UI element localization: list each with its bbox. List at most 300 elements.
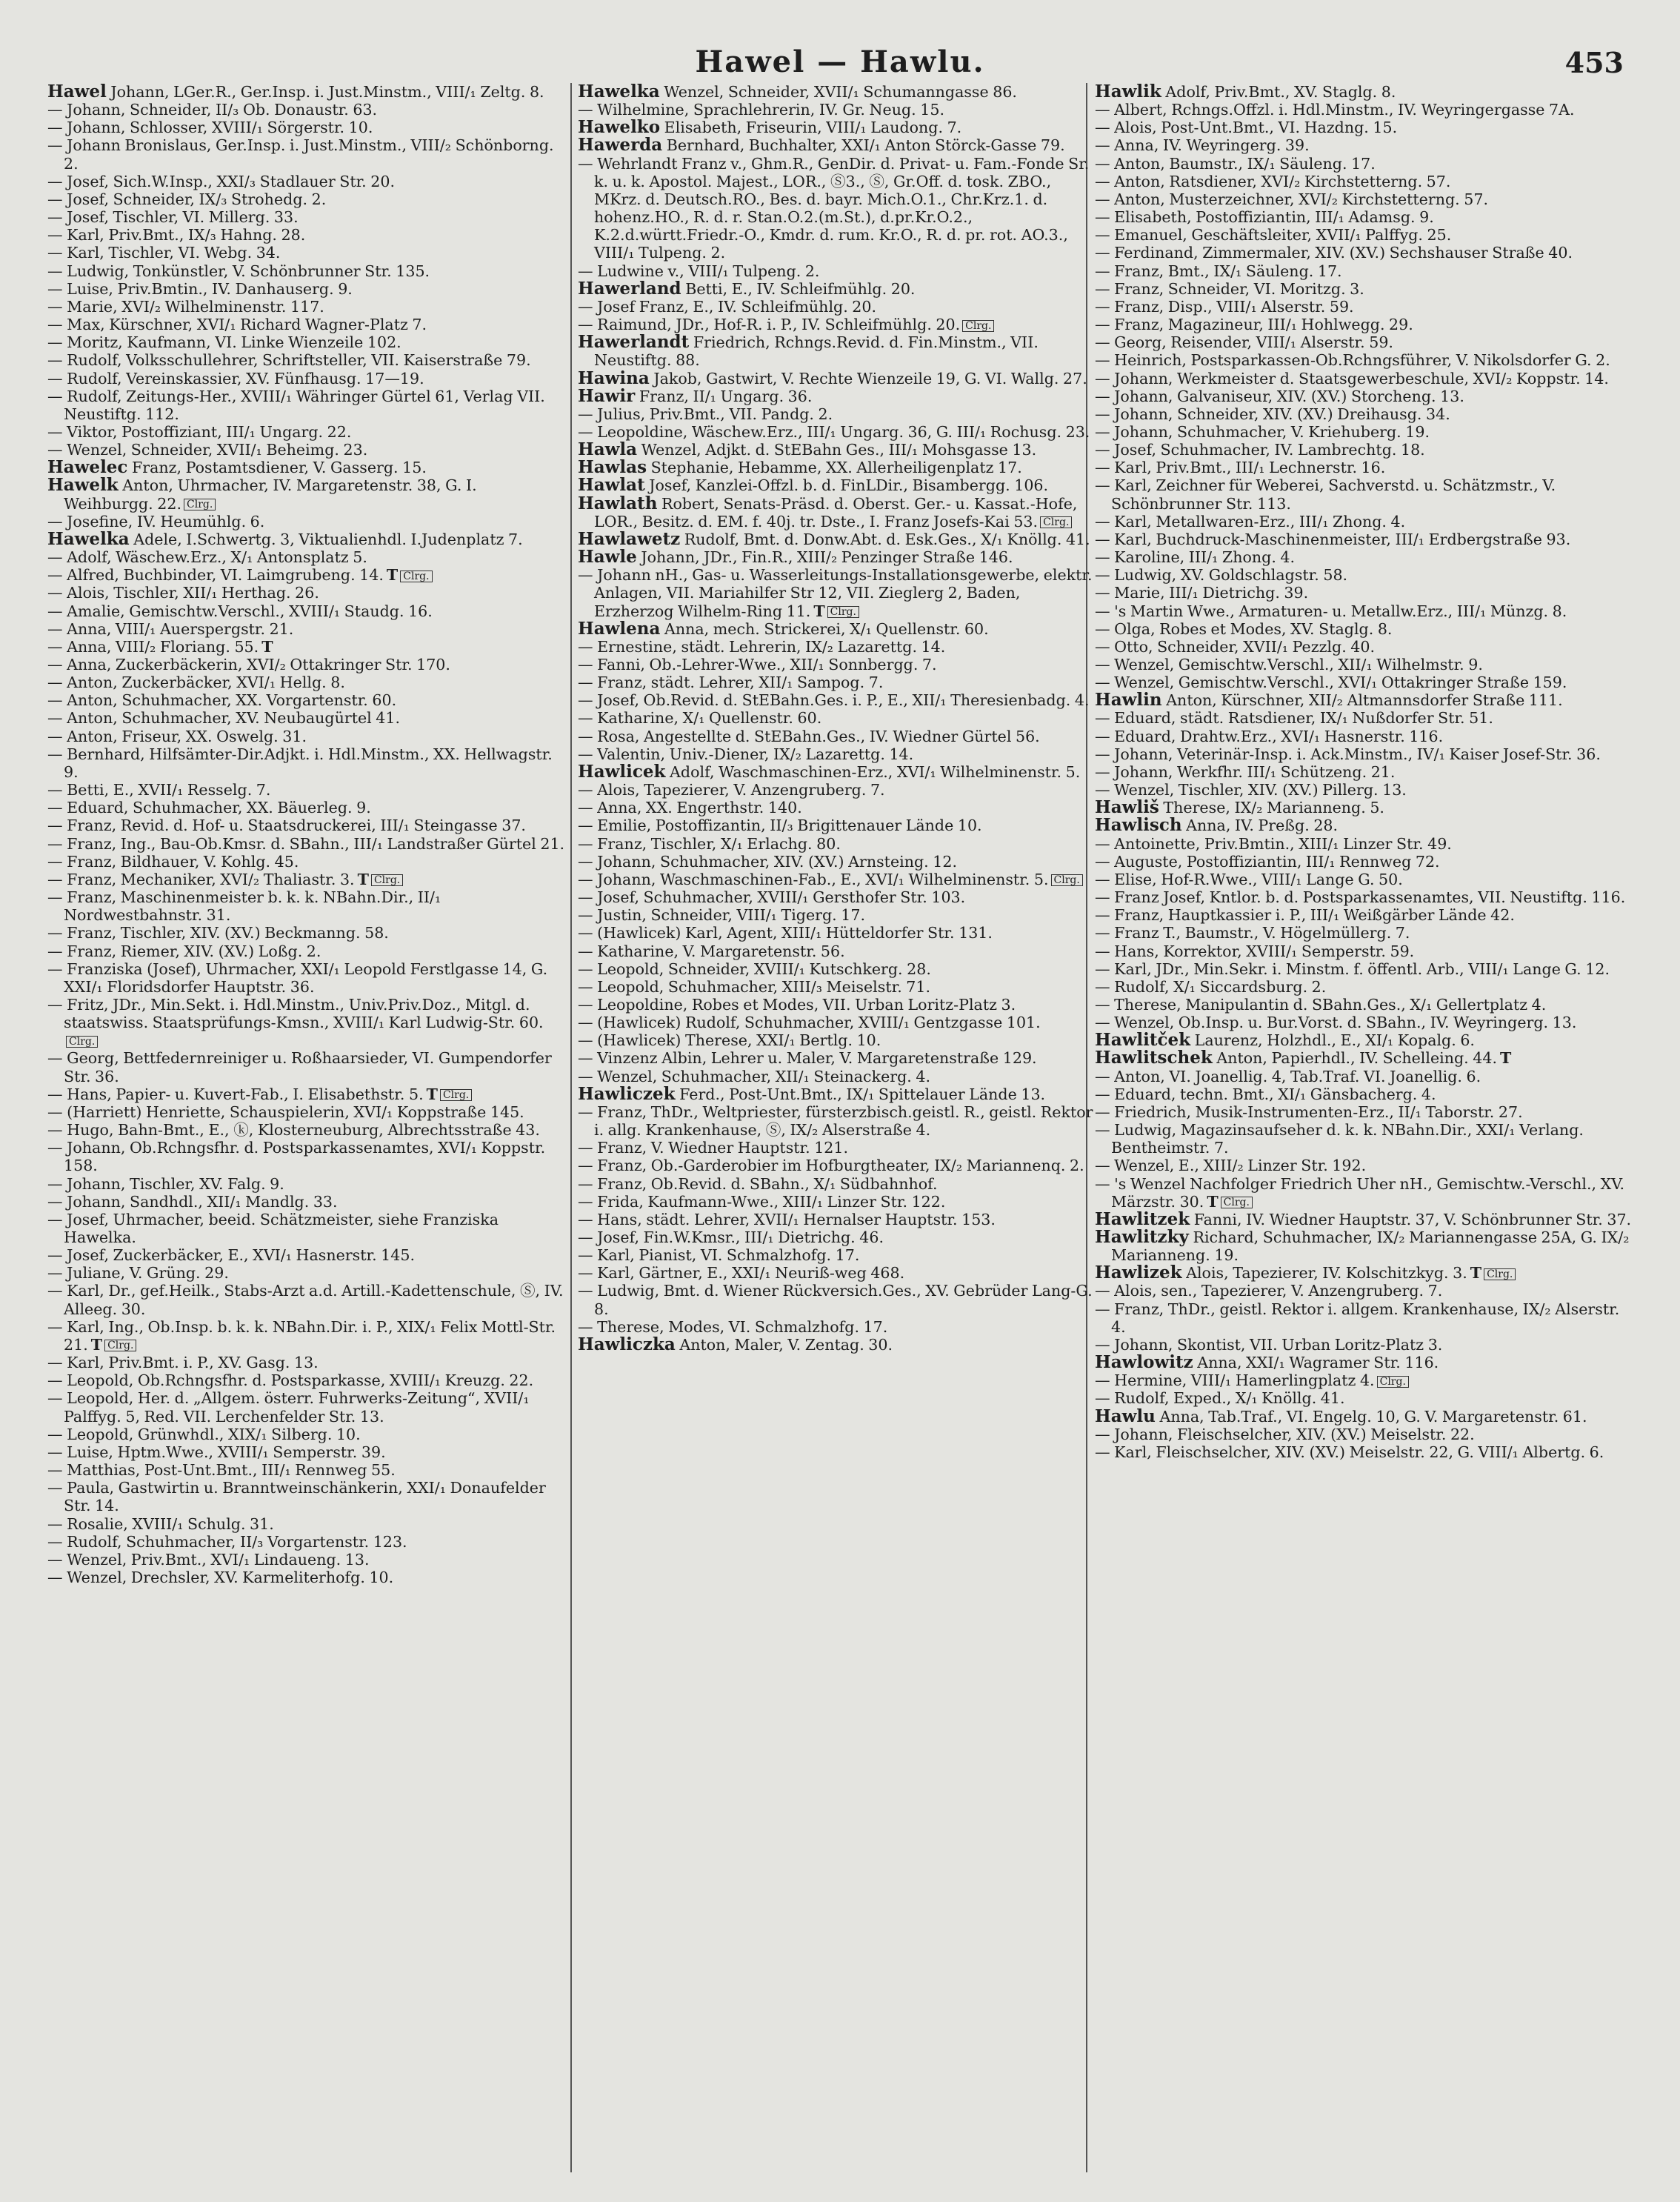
directory-entry [47, 1426, 566, 1443]
entry-surname: — Anton, [1095, 154, 1165, 173]
directory-entry [47, 1551, 566, 1569]
entry-surname: — Katharine, [578, 709, 679, 728]
entry-details: Sich.W.Insp., XXI/₃ Stadlauer Str. 20. [113, 172, 396, 190]
entry-surname: — Emilie, [578, 816, 652, 835]
entry-details: Magazineur, III/₁ Hohlwegg. 29. [1167, 316, 1413, 334]
directory-entry [47, 101, 566, 119]
entry-surname: — Franz, [47, 924, 117, 942]
directory-entry [47, 370, 566, 387]
entry-details: Schneider, XVIII/₁ Kutschkerg. 28. [667, 959, 931, 978]
telephone-symbol: T [261, 637, 273, 656]
telephone-symbol: T [357, 870, 369, 888]
directory-entry [578, 709, 1096, 727]
entry-surname: — Karl, [1095, 512, 1152, 530]
entry-surname: — Ernestine, [578, 637, 677, 656]
directory-entry [1095, 1443, 1633, 1461]
entry-surname: — Rosalie, [47, 1514, 128, 1533]
entry-details: Drechsler, XV. Karmeliterhofg. 10. [130, 1568, 394, 1586]
directory-entry [578, 1031, 1096, 1049]
directory-entry [578, 1014, 1096, 1031]
entry-details: Anton, Uhrmacher, IV. Margaretenstr. 38, G. I. Weihburgg. 22. [64, 476, 477, 513]
clrg-badge: Clrg. [104, 1340, 136, 1351]
entry-details: JDr., Min.Sekt. i. Hdl.Minstm., Univ.Priv.Doz., Mitgl. d. staatswiss. Staatsprüfungs-Kmsn., XVIII/₁ Karl Ludwig-Str. 60. [64, 995, 544, 1032]
entry-details: Priv.Bmt., XVI/₁ Lindaueng. 13. [130, 1550, 370, 1569]
entry-surname: Hawel [47, 83, 107, 102]
entry-surname: — 's Wenzel [1095, 1174, 1186, 1193]
entry-details: Disp., VIII/₁ Alserstr. 59. [1167, 297, 1354, 316]
entry-surname: — Elisabeth, [1095, 208, 1192, 227]
directory-entry [578, 835, 1096, 853]
entry-surname: — Elise, [1095, 870, 1157, 888]
entry-details: Manipulantin d. SBahn.Ges., X/₁ Gellertplatz 4. [1185, 995, 1547, 1014]
entry-surname: — Franziska [47, 959, 143, 978]
entry-details: Wenzel, Schneider, XVII/₁ Schumanngasse 86. [664, 83, 1017, 101]
entry-surname: Hawlawetz [578, 528, 681, 549]
entry-details: Priv.Bmtin., IV. Danhauserg. 9. [117, 279, 353, 298]
entry-surname: — Josef [578, 297, 636, 316]
entry-details: Schneider, XVII/₁ Pezzlg. 40. [1157, 637, 1376, 656]
directory-entry [1095, 1389, 1633, 1407]
entry-surname: — Franz, [578, 1157, 647, 1175]
directory-entry [47, 1461, 566, 1479]
directory-entry [1095, 459, 1633, 476]
directory-entry [47, 1371, 566, 1389]
entry-details: Maschinenmeister b. k. k. NBahn.Dir., II/₁ Nordwestbahnstr. 31. [64, 888, 441, 925]
entry-surname: — Johann, [1095, 1425, 1173, 1443]
entry-surname: Hawlizek [1095, 1263, 1182, 1283]
entry-details: Reisender, VIII/₁ Alserstr. 59. [1170, 333, 1393, 352]
entry-details: Revid. d. Hof- u. Staatsdruckerei, III/₁ Steingasse 37. [120, 816, 526, 835]
entry-surname: — Ferdinand, [1095, 244, 1199, 262]
directory-entry [1095, 1157, 1633, 1174]
directory-entry [1095, 316, 1633, 333]
entry-surname: — Anna, [47, 619, 112, 638]
directory-entry [47, 853, 566, 871]
entry-details: Karl, Agent, XIII/₁ Hütteldorfer Str. 131. [685, 924, 993, 942]
entry-surname: — Alois, [1095, 119, 1157, 137]
directory-entry [578, 871, 1096, 888]
entry-surname: — Leopold, [578, 959, 664, 978]
directory-entry [578, 816, 1096, 834]
entry-details: städt. Lehrer, XII/₁ Sampog. 7. [650, 673, 884, 692]
entry-surname: — Rudolf, [1095, 977, 1170, 996]
telephone-symbol: T [1207, 1192, 1219, 1211]
directory-entry [578, 1085, 1096, 1103]
entry-surname: — Raimund, [578, 316, 672, 334]
entry-surname: — Eduard, [1095, 709, 1176, 728]
clrg-badge: Clrg. [184, 499, 216, 510]
directory-entry [1095, 1300, 1633, 1336]
entry-surname: — Valentin, [578, 745, 666, 763]
entry-details: Adele, I.Schwertg. 3, Viktualienhdl. I.Judenplatz 7. [133, 530, 523, 548]
directory-entry [47, 835, 566, 853]
directory-entry [47, 871, 566, 888]
directory-entry [578, 155, 1096, 262]
entry-surname: Hawir [578, 385, 636, 406]
directory-entry [578, 853, 1096, 871]
directory-entry [1095, 888, 1633, 906]
entry-surname: — Franz, [578, 1174, 647, 1193]
directory-entry [1095, 799, 1633, 816]
entry-surname: — Franz, [578, 1139, 647, 1157]
column-1 [47, 83, 566, 2169]
entry-surname: — (Hawlicek) [578, 1014, 681, 1032]
entry-details: Baumstr., IX/₁ Säuleng. 17. [1169, 154, 1376, 173]
entry-details: Jakob, Gastwirt, V. Rechte Wienzeile 19, G. VI. Wallg. 27. [653, 369, 1087, 387]
directory-entry [47, 728, 566, 745]
entry-surname: — Johann, [47, 119, 126, 137]
entry-surname: — Karl, [1095, 459, 1152, 477]
entry-details: Anton, Papierhdl., IV. Schelleing. 44. [1216, 1049, 1498, 1068]
entry-details: Schneider, XIV. (XV.) Dreihausg. 34. [1176, 405, 1450, 423]
entry-surname: — Julius, [578, 405, 646, 423]
entry-surname: — 's Martin [1095, 602, 1184, 620]
entry-surname: — Bernhard, [47, 745, 145, 763]
directory-entry [1095, 351, 1633, 369]
entry-surname: — Anna, [47, 637, 112, 656]
clrg-badge: Clrg. [962, 320, 994, 332]
entry-surname: — Alois, [47, 584, 110, 602]
entry-details: VIII/₂ Floriang. 55. [115, 637, 259, 656]
entry-details: Schuhmacher, XIII/₃ Meiselstr. 71. [667, 977, 931, 996]
directory-entry [47, 190, 566, 208]
entry-surname: — Anton, [1095, 172, 1165, 190]
entry-details: III/₁ Dietrichg. 39. [1169, 584, 1309, 602]
entry-surname: — Karl, [47, 1317, 104, 1336]
directory-entry [47, 1193, 566, 1211]
entry-details: Tischler, XV. Falg. 9. [129, 1174, 284, 1193]
entry-surname: — Karl, [47, 226, 104, 245]
entry-surname: — Alfred, [47, 566, 119, 585]
directory-entry [47, 1282, 566, 1317]
directory-entry [47, 1515, 566, 1533]
entry-details: XVI/₂ Wilhelminenstr. 117. [121, 297, 324, 316]
entry-surname: — Josef, [47, 1210, 109, 1228]
entry-details: Bmt. d. Wiener Rückversich.Ges., XV. Gebrüder Lang-G. 8. [594, 1282, 1093, 1318]
entry-surname: — Franz, [578, 673, 647, 692]
directory-entry [47, 387, 566, 423]
directory-entry [47, 513, 566, 530]
entry-details: Therese, XXI/₁ Bertlg. 10. [685, 1031, 881, 1050]
entry-details: nH., Gas- u. Wasserleitungs-Installationsgewerbe, elektr. Anlagen, VII. Mariahilfer Str 12, VII. Zieglerg 2, Baden, Erzherzog Wilhelm-Ring 11. [594, 566, 1093, 620]
directory-entry [1095, 1031, 1633, 1049]
entry-surname: — Franz [1095, 888, 1159, 907]
directory-entry [1095, 1408, 1633, 1426]
directory-entry [578, 83, 1096, 101]
directory-entry [578, 638, 1096, 656]
directory-entry [578, 745, 1096, 763]
entry-surname: — Karl, [47, 244, 104, 262]
entry-details: V. Grüng. 29. [129, 1264, 229, 1283]
directory-entry [47, 566, 566, 584]
directory-entry [47, 888, 566, 924]
entry-surname: Hawelko [578, 117, 661, 138]
entry-surname: Hawlu [1095, 1406, 1156, 1426]
directory-entry [578, 1049, 1096, 1067]
directory-entry [1095, 835, 1633, 853]
directory-entry [1095, 1228, 1633, 1264]
entry-details: XV. Goldschlagstr. 58. [1180, 566, 1348, 585]
entry-surname: Hawelk [47, 475, 119, 496]
entry-details: Postsparkassen-Ob.Rchngsführer, V. Nikolsdorfer G. 2. [1190, 351, 1610, 370]
directory-entry [1095, 763, 1633, 781]
entry-details: Kaufmann, VI. Linke Wienzeile 102. [127, 333, 401, 352]
directory-entry [1095, 1426, 1633, 1443]
entry-surname: — Alois, [578, 781, 640, 799]
directory-entry [578, 978, 1096, 996]
directory-entry [1095, 853, 1633, 871]
entry-details: Stephanie, Hebamme, XX. Allerheiligenplatz 17. [650, 459, 1022, 477]
directory-entry [47, 638, 566, 656]
entry-surname: — Karl, [47, 1282, 104, 1300]
entry-surname: Hawlitček [1095, 1030, 1191, 1051]
entry-surname: — Anton, [1095, 1067, 1165, 1085]
entry-details: XVIII/₁ Schulg. 31. [132, 1514, 274, 1533]
entry-surname: — Johann, [578, 852, 656, 871]
entry-surname: Hawlowitz [1095, 1352, 1193, 1373]
directory-entry [1095, 638, 1633, 656]
entry-details: Kaufmann-Wwe., XIII/₁ Linzer Str. 122. [647, 1192, 946, 1211]
entry-details: Schlosser, XVIII/₁ Sörgerstr. 10. [129, 119, 373, 137]
entry-details: Schuhmacher, IV. Lambrechtg. 18. [1160, 441, 1425, 459]
directory-entry [1095, 548, 1633, 566]
entry-details: Friseur, XX. Oswelg. 31. [121, 727, 307, 745]
directory-entry [1095, 1371, 1633, 1389]
directory-entry [1095, 333, 1633, 351]
entry-surname: — Hans, [1095, 942, 1159, 960]
entry-surname: — Wilhelmine, [578, 101, 690, 119]
entry-surname: Hawlitzky [1095, 1227, 1189, 1247]
entry-surname: — Georg, [1095, 333, 1167, 352]
entry-details: Fleischselcher, XIV. (XV.) Meiselstr. 22, G. VIII/₁ Albertg. 6. [1156, 1443, 1604, 1461]
entry-details: Wäschew.Erz., III/₁ Ungarg. 36, G. III/₁ Rochusg. 23. [691, 422, 1090, 441]
entry-surname: Hawlicek [578, 761, 666, 782]
entry-surname: Hawina [578, 367, 650, 388]
directory-entry [1095, 83, 1633, 101]
entry-details: Tischler, X/₁ Erlachg. 80. [650, 834, 841, 853]
entry-details: Riemer, XIV. (XV.) Loßg. 2. [120, 942, 321, 960]
entry-details: Richard, Schuhmacher, IX/₂ Mariannengasse 25A, G. IX/₂ Marianneng. 19. [1111, 1228, 1630, 1265]
clrg-badge: Clrg. [66, 1036, 98, 1048]
directory-entry [47, 781, 566, 799]
entry-details: Laurenz, Holzhdl., E., XI/₁ Kopalg. 6. [1194, 1031, 1475, 1050]
entry-details: Tapezierer, V. Anzengruberg. 7. [644, 781, 885, 799]
entry-details: Nachfolger Friedrich Uher nH., Gemischtw.-Verschl., XV. Märzstr. 30. [1111, 1174, 1625, 1211]
entry-surname: Hawlik [1095, 83, 1161, 102]
entry-details: Anton, Kürschner, XII/₂ Altmannsdorfer Straße 111. [1166, 691, 1563, 710]
entry-surname: — Marie, [1095, 584, 1165, 602]
directory-entry [47, 1354, 566, 1371]
entry-details: Schuhmacher, XIV. (XV.) Arnsteing. 12. [659, 852, 958, 871]
directory-entry [47, 476, 566, 512]
entry-details: v., VIII/₁ Tulpeng. 2. [667, 262, 820, 280]
entry-details: Hauptkassier i. P., III/₁ Weißgärber Lände 42. [1167, 906, 1515, 925]
entry-surname: — Franz, [578, 834, 647, 853]
entry-details: Ob.Rchngsfhr. d. Postsparkasse, XVIII/₁ Kreuzg. 22. [137, 1371, 534, 1390]
directory-entry [578, 1318, 1096, 1336]
entry-surname: Hawelka [578, 83, 660, 102]
directory-entry [1095, 1208, 1633, 1229]
directory-entry [47, 208, 566, 226]
entry-details: Bernhard, Buchhalter, XXI/₁ Anton Störck-Gasse 79. [666, 136, 1065, 155]
entry-details: E., XIII/₂ Linzer Str. 192. [1178, 1157, 1367, 1175]
entry-details: E., XVII/₁ Resselg. 7. [113, 781, 271, 799]
directory-entry [578, 530, 1096, 548]
entry-details: städt. Ratsdiener, IX/₁ Nußdorfer Str. 51. [1180, 709, 1493, 728]
entry-surname: — Ludwig, [1095, 566, 1177, 585]
entry-details: Schuhmacher, V. Kriehuberg. 19. [1176, 422, 1430, 441]
entry-surname: — Leopoldine, [578, 995, 688, 1014]
entry-details: Adolf, Priv.Bmt., XV. Staglg. 8. [1165, 83, 1396, 101]
directory-entry [47, 1121, 566, 1139]
entry-details: Bettfedernreiniger u. Roßhaarsieder, VI. Gumpendorfer Str. 36. [64, 1049, 552, 1085]
entry-details: Post-Unt.Bmt., III/₁ Rennweg 55. [144, 1461, 396, 1480]
directory-entry [578, 1228, 1096, 1246]
entry-surname: — Franz, [578, 1102, 647, 1121]
directory-entry [47, 459, 566, 476]
column-divider [570, 83, 572, 2172]
directory-entry [47, 799, 566, 816]
entry-surname: — Ludwine [578, 262, 664, 280]
directory-entry [47, 1318, 566, 1354]
clrg-badge: Clrg. [440, 1089, 472, 1101]
directory-entry [578, 1157, 1096, 1174]
entry-surname: — Wenzel, [578, 1067, 658, 1085]
entry-surname: — Wenzel, [47, 1568, 127, 1586]
entry-surname: — Johann, [1095, 745, 1173, 763]
entry-details: Schneider, VI. Moritzg. 3. [1167, 279, 1364, 298]
directory-entry [1095, 244, 1633, 262]
entry-surname: — Wenzel, [47, 441, 127, 459]
directory-entry [1095, 1085, 1633, 1103]
page-header [0, 41, 1680, 86]
entry-details: Angestellte d. StEBahn.Ges., IV. Wiedner Gürtel 56. [643, 727, 1040, 745]
entry-details: Bildhauer, V. Kohlg. 45. [120, 852, 299, 871]
entry-details: Rchngs.Offzl. i. Hdl.Minstm., IV. Weyringergasse 7A. [1171, 101, 1575, 119]
entry-surname: — Franz, [47, 870, 117, 888]
entry-details: Bahn-Bmt., E., ⓚ, Klosterneuburg, Albrechtsstraße 43. [118, 1121, 540, 1140]
directory-entry [578, 673, 1096, 691]
entry-details: Waschmaschinen-Fab., E., XVI/₁ Wilhelminenstr. 5. [659, 870, 1049, 888]
directory-entry [47, 1443, 566, 1461]
entry-details: Betti, E., IV. Schleifmühlg. 20. [685, 279, 916, 298]
telephone-symbol: T [813, 602, 825, 620]
entry-surname: — Amalie, [47, 602, 125, 620]
entry-details: Zeitungs-Her., XVIII/₁ Währinger Gürtel 61, Verlag VII. Neustiftg. 112. [64, 387, 545, 423]
entry-surname: — Leopold, [47, 1371, 134, 1390]
entry-details: Anna, mech. Strickerei, X/₁ Quellenstr. 60. [664, 619, 989, 638]
entry-details: Schuhmacher, XII/₁ Steinackerg. 4. [661, 1067, 931, 1085]
entry-details: Korrektor, XVIII/₁ Semperstr. 59. [1163, 942, 1415, 960]
entry-details: Robert, Senats-Präsd. d. Oberst. Ger.- u. Kassat.-Hofe, LOR., Besitz. d. EM. f. 40j. tr. Dste., I. Franz Josefs-Kai 53. [594, 494, 1078, 530]
entry-surname: — (Harriett) [47, 1102, 142, 1121]
entry-surname: — Matthias, [47, 1461, 141, 1480]
telephone-symbol: T [1500, 1049, 1512, 1068]
entry-surname: — Wenzel, [1095, 673, 1175, 692]
entry-details: Hof-R.Wwe., VIII/₁ Lange G. 50. [1161, 870, 1403, 888]
entry-details: Rudolf, Schuhmacher, XVIII/₁ Gentzgasse 101. [685, 1014, 1041, 1032]
entry-details: Zuckerbäcker, E., XVI/₁ Hasnerstr. 145. [113, 1246, 416, 1265]
entry-surname: — Anton, [1095, 190, 1165, 208]
entry-details: Priv.Bmt., III/₁ Lechnerstr. 16. [1156, 459, 1386, 477]
entry-details: Postoffiziantin, III/₁ Adamsg. 9. [1196, 208, 1434, 227]
telephone-symbol: T [1470, 1264, 1482, 1283]
directory-entry [47, 584, 566, 602]
entry-surname: — Josef, [578, 1228, 639, 1246]
directory-entry [47, 960, 566, 996]
directory-entry [1095, 136, 1633, 154]
entry-surname: — Viktor, [47, 422, 118, 441]
entry-details: Tonkünstler, V. Schönbrunner Str. 135. [133, 262, 430, 280]
entry-surname: — Josef, [47, 208, 109, 227]
directory-entry [47, 1103, 566, 1121]
entry-surname: — Karl, [1095, 530, 1152, 548]
directory-entry [1095, 656, 1633, 673]
entry-surname: — (Hawlicek) [578, 924, 681, 942]
entry-details: Wwe., Armaturen- u. Metallw.Erz., III/₁ Münzg. 8. [1187, 602, 1567, 620]
entry-surname: — Wenzel, [1095, 1157, 1175, 1175]
entry-surname: Hawerda [578, 135, 663, 156]
entry-surname: — Eduard, [1095, 727, 1176, 745]
entry-details: Schuhmacher, XX. Vorgartenstr. 60. [121, 691, 397, 710]
entry-details: Ferd., Post-Unt.Bmt., IX/₁ Spittelauer Lände 13. [679, 1085, 1046, 1103]
directory-entry [47, 441, 566, 459]
directory-entry [578, 476, 1096, 494]
entry-surname: — Wenzel, [47, 1550, 127, 1569]
entry-surname: — Ludwig, [578, 1282, 660, 1300]
telephone-symbol: T [90, 1335, 103, 1354]
entry-details: Anna, XXI/₁ Wagramer Str. 116. [1197, 1354, 1439, 1372]
entry-details: Schneider, XVII/₁ Beheimg. 23. [130, 441, 368, 459]
entry-surname: — Hugo, [47, 1121, 114, 1140]
directory-entry [47, 1569, 566, 1586]
entry-details: Dr., gef.Heilk., Stabs-Arzt a.d. Artill.-Kadettenschule, Ⓢ, IV. Alleeg. 30. [64, 1282, 564, 1318]
directory-entry [1095, 119, 1633, 136]
directory-entry [47, 351, 566, 369]
directory-entry [1095, 960, 1633, 978]
directory-entry [578, 1139, 1096, 1157]
directory-entry [578, 728, 1096, 745]
directory-entry [1095, 513, 1633, 530]
directory-entry [47, 1246, 566, 1264]
entry-surname: — Rudolf, [47, 369, 122, 387]
entry-surname: — Johann, [1095, 762, 1173, 781]
entry-surname: — Juliane, [47, 1264, 126, 1283]
entry-details: Her. d. „Allgem. österr. Fuhrwerks-Zeitung“, XVII/₁ Palffyg. 5, Red. VII. Lerchenfelder Str. 13. [64, 1389, 530, 1426]
entry-details: Musterzeichner, XVI/₂ Kirchstetterng. 57. [1169, 190, 1489, 208]
directory-entry [578, 119, 1096, 136]
entry-surname: — Olga, [1095, 619, 1156, 638]
entry-details: X/₁ Quellenstr. 60. [682, 709, 822, 728]
directory-entry [1095, 1354, 1633, 1371]
entry-surname: — Anton, [47, 727, 118, 745]
directory-entry [1095, 370, 1633, 387]
clrg-badge: Clrg. [1377, 1376, 1409, 1388]
entry-details: Fin.W.Kmsr., III/₁ Dietrichg. 46. [643, 1228, 884, 1246]
entry-details: Pianist, VI. Schmalzhofg. 17. [639, 1246, 860, 1265]
directory-entry [47, 1479, 566, 1514]
entry-surname: Hawlisch [1095, 815, 1182, 836]
directory-entry [578, 548, 1096, 566]
entry-surname: — Anna, [1095, 136, 1159, 155]
directory-entry [578, 566, 1096, 619]
entry-surname: — Josef, [47, 172, 109, 190]
entry-surname: — Rudolf, [47, 1532, 122, 1551]
entry-details: Post-Unt.Bmt., VI. Hazdng. 15. [1161, 119, 1398, 137]
telephone-symbol: T [426, 1085, 438, 1103]
directory-entry [578, 423, 1096, 441]
entry-details: III/₁ Zhong. 4. [1188, 548, 1296, 567]
